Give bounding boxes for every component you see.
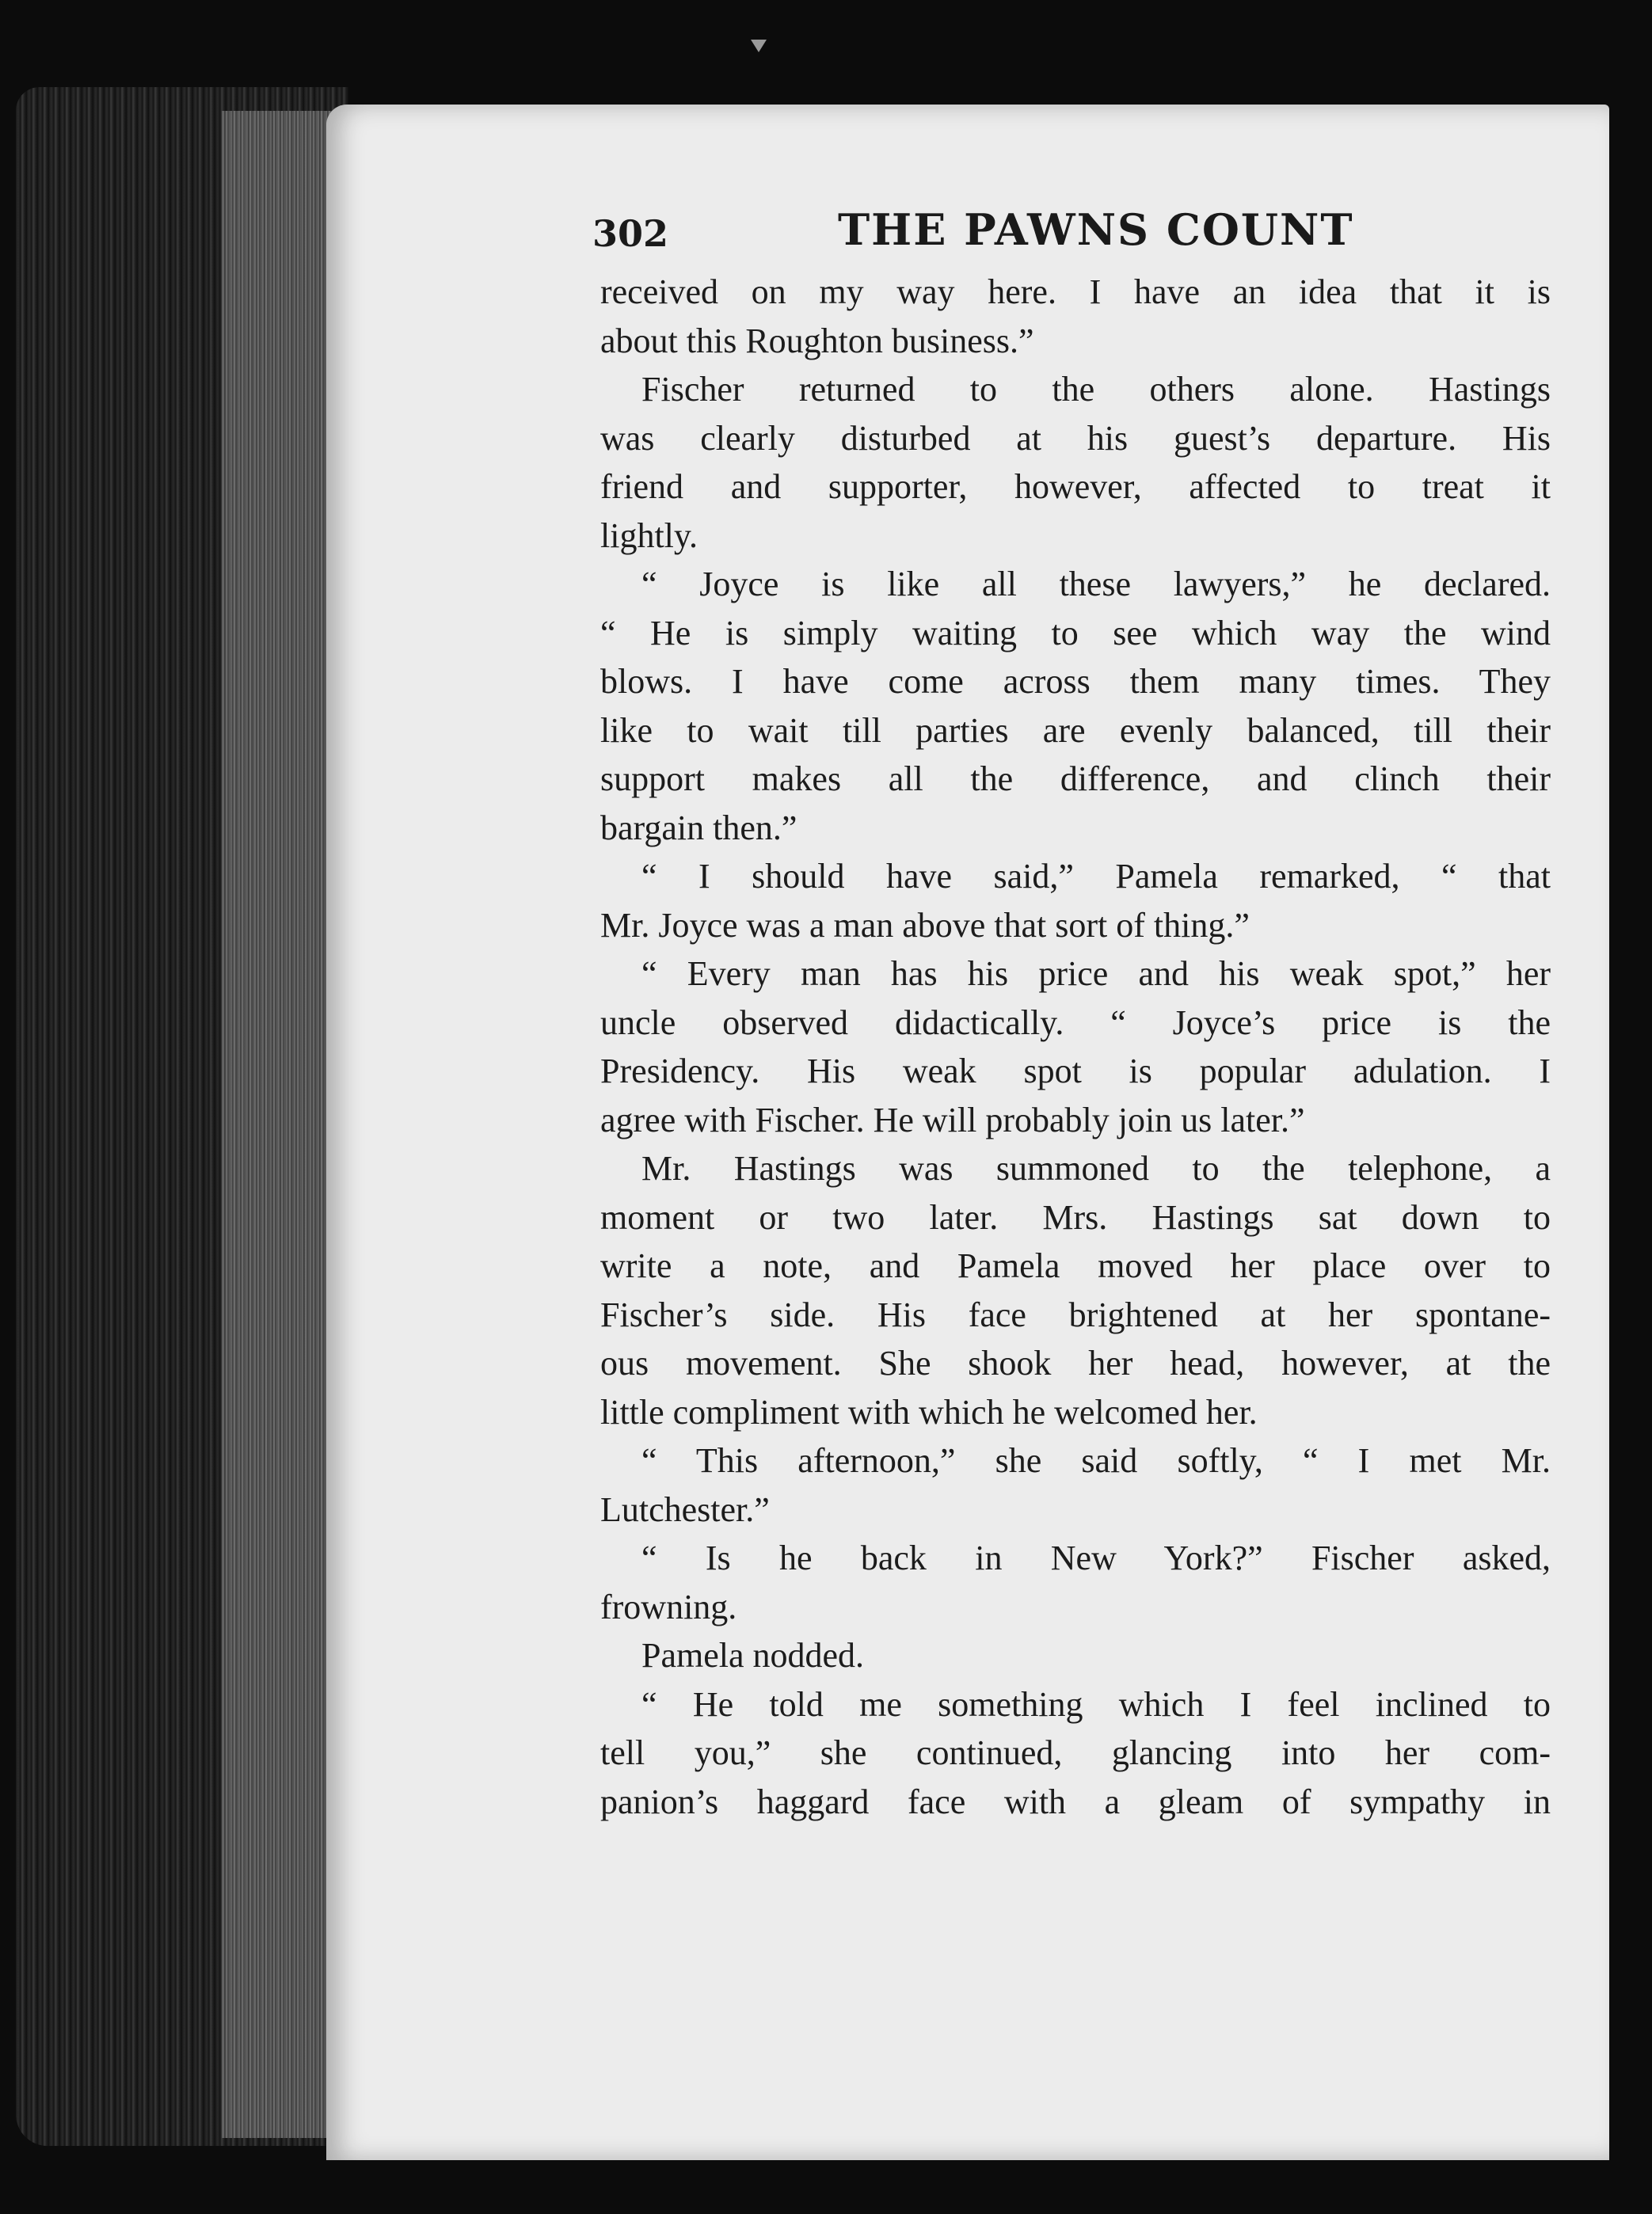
- text-line: “ This afternoon,” she said softly, “ I met Mr.: [641, 1441, 1551, 1480]
- text-line: “ He told me something which I feel inclined to: [641, 1684, 1551, 1724]
- text-line: moment or two later. Mrs. Hastings sat down to: [600, 1197, 1551, 1237]
- text-line: “ Is he back in New York?” Fischer asked,: [641, 1539, 1551, 1577]
- text-line: like to wait till parties are evenly balanced, till their: [600, 710, 1551, 750]
- text-line: agree with Fischer. He will probably join us later.”: [600, 1100, 1305, 1139]
- text-line: Pamela nodded.: [641, 1636, 865, 1675]
- text-line: Fischer returned to the others alone. Hastings: [641, 370, 1551, 409]
- text-line: friend and supporter, however, affected to treat it: [600, 467, 1551, 506]
- text-line: about this Roughton business.”: [600, 321, 1034, 360]
- text-line: Presidency. His weak spot is popular adulation. I: [600, 1052, 1551, 1090]
- text-line: was clearly disturbed at his guest’s departure. His: [600, 418, 1551, 458]
- text-line: “ Joyce is like all these lawyers,” he declared.: [641, 565, 1551, 603]
- text-line: Mr. Hastings was summoned to the telephone, a: [641, 1149, 1551, 1188]
- book-page-edges-highlight: [222, 111, 333, 2138]
- body-text: [600, 268, 1551, 1826]
- text-line: “ He is simply waiting to see which way the wind: [600, 613, 1551, 652]
- text-line: write a note, and Pamela moved her place over to: [600, 1246, 1551, 1285]
- text-line: little compliment with which he welcomed her.: [600, 1392, 1258, 1432]
- text-line: received on my way here. I have an idea that it is: [600, 272, 1551, 311]
- text-line: lightly.: [600, 515, 698, 555]
- text-line: Lutchester.”: [600, 1489, 770, 1529]
- text-line: “ Every man has his price and his weak spot,” her: [641, 954, 1551, 993]
- text-line: support makes all the difference, and clinch their: [600, 759, 1551, 798]
- text-line: bargain then.”: [600, 808, 797, 847]
- scan-mark: [751, 40, 767, 52]
- text-line: Fischer’s side. His face brightened at her spontane-: [600, 1295, 1551, 1334]
- running-title: THE PAWNS COUNT: [838, 204, 1354, 255]
- text-line: “ I should have said,” Pamela remarked, “ that: [641, 857, 1551, 896]
- text-line: panion’s haggard face with a gleam of sympathy in: [600, 1782, 1551, 1821]
- page-number: 302: [592, 212, 669, 255]
- text-line: uncle observed didactically. “ Joyce’s price is the: [600, 1002, 1551, 1042]
- text-line: blows. I have come across them many times. They: [600, 662, 1551, 701]
- page-header: [592, 204, 1566, 268]
- text-line: tell you,” she continued, glancing into her com-: [600, 1733, 1551, 1772]
- text-line: Mr. Joyce was a man above that sort of thing.”: [600, 905, 1250, 945]
- text-line: ous movement. She shook her head, however, at the: [600, 1344, 1551, 1383]
- text-line: frowning.: [600, 1587, 737, 1626]
